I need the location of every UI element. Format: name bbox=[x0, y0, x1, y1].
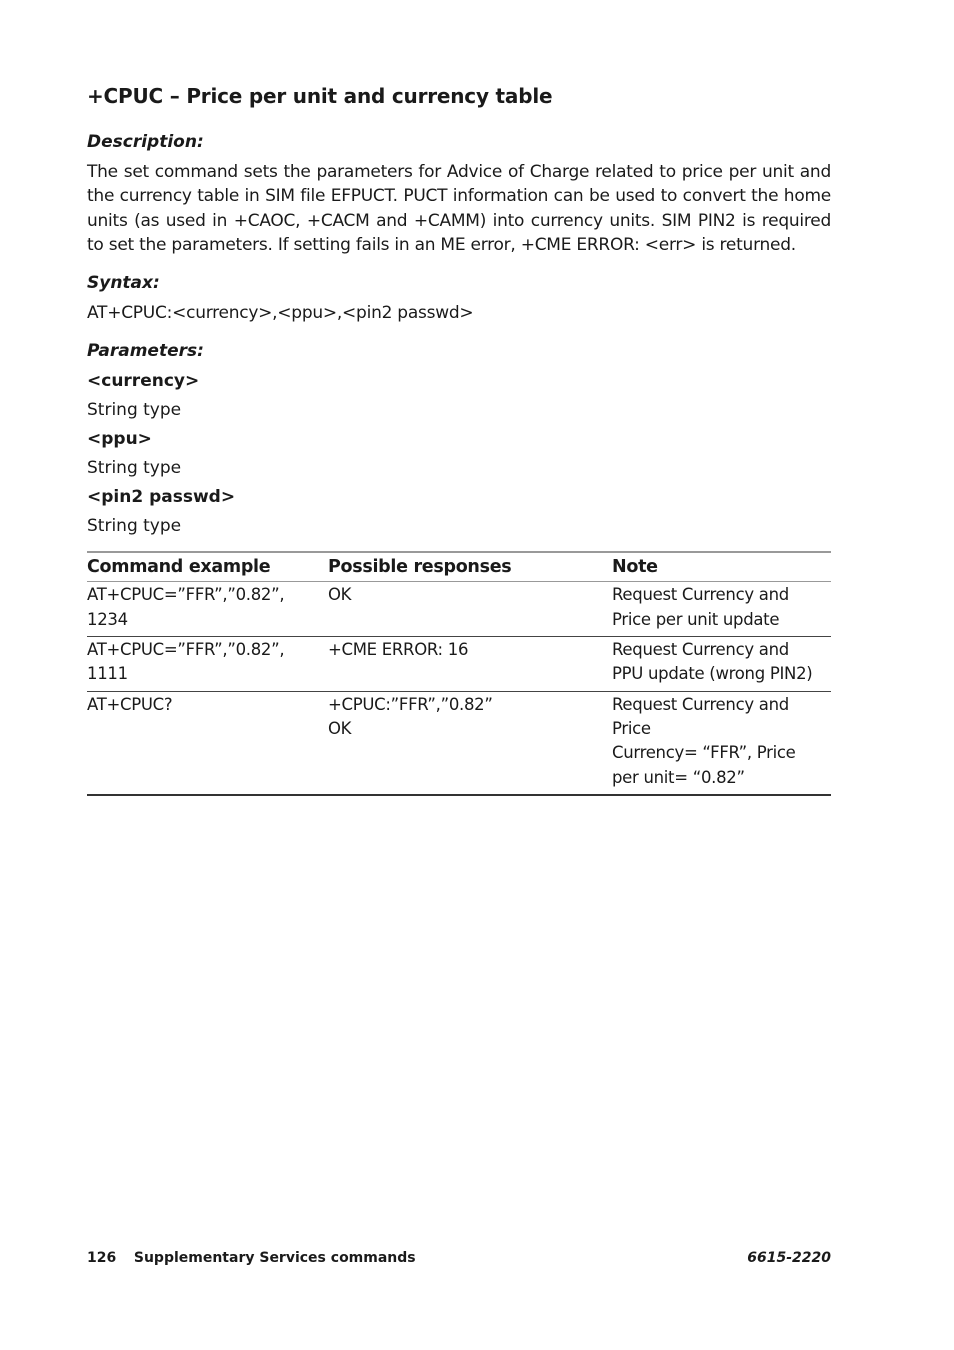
param-pin2-name: <pin2 passwd> bbox=[87, 487, 236, 508]
cell-line: Price per unit update bbox=[612, 609, 780, 629]
footer-section: Supplementary Services commands bbox=[133, 1250, 416, 1266]
header-command-example: Command example bbox=[87, 552, 328, 582]
cell-command bbox=[87, 691, 328, 795]
header-possible-responses: Possible responses bbox=[328, 552, 612, 582]
param-pin2-type: String type bbox=[87, 516, 182, 537]
cell-note bbox=[612, 691, 831, 795]
cell-note bbox=[612, 582, 831, 637]
cell-line: AT+CPUC? bbox=[87, 694, 173, 714]
cell-line: OK bbox=[328, 718, 352, 738]
header-note: Note bbox=[612, 552, 831, 582]
cell-response bbox=[328, 691, 612, 795]
table-row bbox=[87, 691, 831, 795]
cell-line: 1234 bbox=[87, 609, 128, 629]
cell-line: Request Currency and bbox=[612, 694, 789, 714]
param-currency-type: String type bbox=[87, 400, 182, 421]
cell-line: Request Currency and bbox=[612, 585, 789, 605]
cell-line: AT+CPUC=”FFR”,”0.82”, bbox=[87, 640, 285, 660]
param-currency-name: <currency> bbox=[87, 371, 200, 392]
page-number: 126 bbox=[87, 1250, 117, 1266]
cell-note bbox=[612, 637, 831, 692]
cell-line: AT+CPUC=”FFR”,”0.82”, bbox=[87, 585, 285, 605]
table-header-row bbox=[87, 552, 831, 582]
cell-command bbox=[87, 637, 328, 692]
cell-line: per unit= “0.82” bbox=[612, 767, 745, 787]
cell-line: OK bbox=[328, 585, 352, 605]
footer-doc-number: 6615-2220 bbox=[747, 1250, 831, 1266]
examples-table bbox=[87, 551, 831, 795]
page-title: +CPUC – Price per unit and currency table bbox=[87, 84, 553, 108]
cell-line: Request Currency and bbox=[612, 640, 789, 660]
cell-line: 1111 bbox=[87, 664, 128, 684]
cell-command bbox=[87, 582, 328, 637]
param-ppu-name: <ppu> bbox=[87, 429, 152, 450]
page-content bbox=[87, 82, 831, 796]
cell-response bbox=[328, 637, 612, 692]
param-ppu-type: String type bbox=[87, 458, 182, 479]
syntax-text: AT+CPUC:<currency>,<ppu>,<pin2 passwd> bbox=[87, 303, 474, 324]
syntax-label: Syntax: bbox=[87, 273, 160, 294]
cell-line: +CME ERROR: 16 bbox=[328, 640, 469, 660]
cell-line: Price bbox=[612, 718, 651, 738]
parameter-list bbox=[87, 369, 831, 538]
table-row bbox=[87, 582, 831, 637]
cell-line: Currency= “FFR”, Price bbox=[612, 743, 796, 763]
cell-response bbox=[328, 582, 612, 637]
cell-line: PPU update (wrong PIN2) bbox=[612, 664, 813, 684]
page-footer bbox=[87, 1250, 831, 1266]
table-row bbox=[87, 637, 831, 692]
parameters-label: Parameters: bbox=[87, 341, 204, 362]
cell-line: +CPUC:”FFR”,”0.82” bbox=[328, 694, 493, 714]
description-text: The set command sets the parameters for Advice of Charge related to price per unit and the currency table in SIM file EFPUCT. PUCT information can be used to convert the home units (as used in +CAOC, +CACM and +CAMM) into currency units. SIM PIN2 is required to set the parameters. If setting fails in an ME error, +CME ERROR: <err> is returned. bbox=[87, 162, 831, 255]
description-label: Description: bbox=[87, 132, 204, 152]
